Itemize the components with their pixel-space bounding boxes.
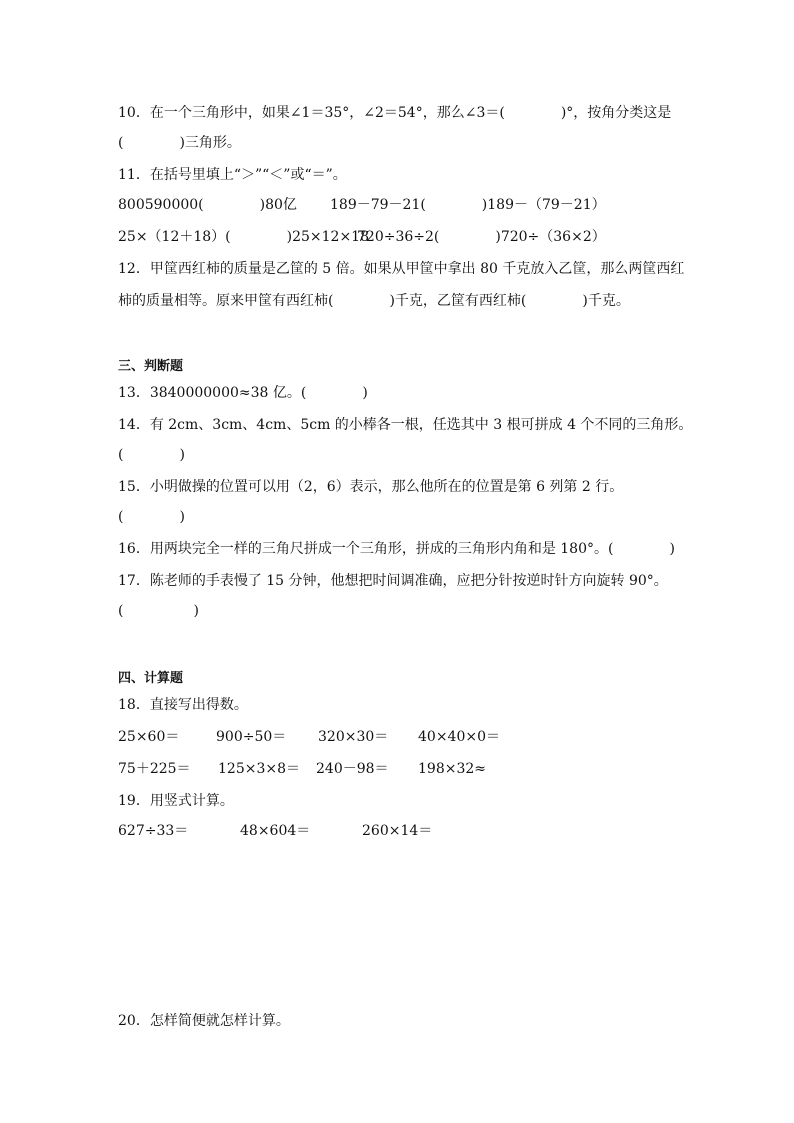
q18-item: 198×32≈ <box>418 761 486 777</box>
q14-line1: 14．有 2cm、3cm、4cm、5cm 的小棒各一根，任选其中 3 根可拼成 4 个不同的三角形。 <box>118 417 693 433</box>
q18-item: 240－98＝ <box>316 761 389 777</box>
q14-answer: ( ) <box>118 447 185 463</box>
section-3-heading: 三、判断题 <box>118 359 184 374</box>
q11-compare-4: 720÷36÷2( )720÷（36×2） <box>357 229 606 245</box>
section-4-heading: 四、计算题 <box>118 671 184 686</box>
q19-title: 19．用竖式计算。 <box>118 793 234 809</box>
q16: 16．用两块完全一样的三角尺拼成一个三角形，拼成的三角形内角和是 180°。( ) <box>118 541 675 557</box>
q12-line2: 柿的质量相等。原来甲筐有西红柿( )千克，乙筐有西红柿( )千克。 <box>118 293 630 309</box>
q18-item: 900÷50＝ <box>216 729 287 745</box>
q18-item: 75＋225＝ <box>118 761 191 777</box>
q18-item: 25×60＝ <box>118 729 180 745</box>
q11-title: 11．在括号里填上“＞”“＜”或“＝”。 <box>118 167 347 183</box>
q18-item: 320×30＝ <box>318 729 389 745</box>
q20-title: 20．怎样简便就怎样计算。 <box>118 1013 290 1029</box>
q19-item: 48×604＝ <box>240 823 311 839</box>
q11-compare-3: 25×（12＋18）( )25×12×18 <box>118 229 370 245</box>
q10-line2: ( )三角形。 <box>118 135 241 151</box>
q19-item: 260×14＝ <box>362 823 433 839</box>
q13: 13．3840000000≈38 亿。( ) <box>118 385 368 401</box>
q19-item: 627÷33＝ <box>118 823 189 839</box>
q18-item: 40×40×0＝ <box>418 729 500 745</box>
q18-title: 18．直接写出得数。 <box>118 697 248 713</box>
q17-line1: 17．陈老师的手表慢了 15 分钟，他想把时间调准确，应把分针按逆时针方向旋转 90°。 <box>118 573 668 589</box>
q11-compare-2: 189－79－21( )189－（79－21） <box>330 197 606 213</box>
q15-answer: ( ) <box>118 509 185 525</box>
q11-compare-1: 800590000( )80亿 <box>118 197 297 213</box>
q10-line1: 10．在一个三角形中，如果∠1＝35°，∠2＝54°，那么∠3＝( )°，按角分类这是 <box>118 105 672 121</box>
q15-line1: 15．小明做操的位置可以用（2，6）表示，那么他所在的位置是第 6 列第 2 行。 <box>118 479 624 495</box>
q17-answer: ( ) <box>118 603 199 619</box>
q18-item: 125×3×8＝ <box>218 761 300 777</box>
q12-line1: 12．甲筐西红柿的质量是乙筐的 5 倍。如果从甲筐中拿出 80 千克放入乙筐，那么两筐西红 <box>118 261 685 277</box>
